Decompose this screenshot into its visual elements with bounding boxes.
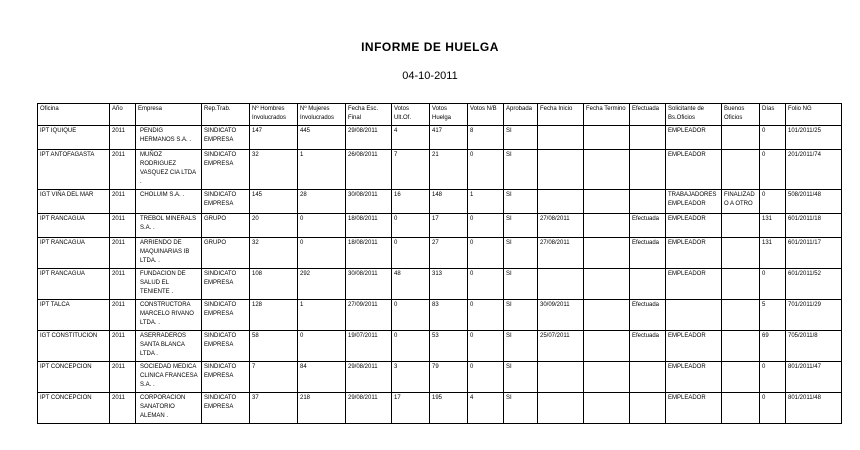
table-cell: 2011	[110, 300, 136, 331]
column-header: Empresa	[136, 104, 202, 126]
table-row	[38, 269, 842, 300]
table-cell	[630, 393, 666, 424]
table-cell: SI	[504, 126, 538, 150]
table-body	[38, 126, 842, 424]
table-cell: 27/08/2011	[538, 238, 584, 269]
table-cell: SI	[504, 300, 538, 331]
table-cell: EMPLEADOR	[666, 269, 722, 300]
table-cell: TRABAJADORES EMPLEADOR	[666, 190, 722, 214]
table-cell: 701/2011/29	[786, 300, 842, 331]
table-cell: 801/2011/48	[786, 393, 842, 424]
table-cell: 30/08/2011	[346, 190, 392, 214]
column-header: Nº Hombres Involucrados	[250, 104, 298, 126]
table-cell: 3	[392, 362, 430, 393]
table-cell: 0	[468, 214, 504, 238]
table-cell: 2011	[110, 362, 136, 393]
table-cell: Efectuada	[630, 331, 666, 362]
strike-report-table	[37, 103, 842, 424]
table-cell: 313	[430, 269, 468, 300]
table-cell: 445	[298, 126, 346, 150]
table-cell: 29/08/2011	[346, 393, 392, 424]
table-cell	[722, 150, 760, 190]
table-cell	[584, 393, 630, 424]
table-cell: 801/2011/47	[786, 362, 842, 393]
table-cell: 2011	[110, 331, 136, 362]
table-cell: 218	[298, 393, 346, 424]
column-header: Año	[110, 104, 136, 126]
table-cell	[722, 362, 760, 393]
column-header: Fecha Termino	[584, 104, 630, 126]
table-cell: SINDICATO EMPRESA	[202, 393, 250, 424]
table-cell: 0	[760, 393, 786, 424]
table-cell: 0	[392, 300, 430, 331]
table-cell: SI	[504, 214, 538, 238]
table-cell: Efectuada	[630, 214, 666, 238]
table-cell: IPT TALCA	[38, 300, 110, 331]
table-cell: SI	[504, 331, 538, 362]
table-cell: 201/2011/74	[786, 150, 842, 190]
column-header: Solicitante de Bs.Oficios	[666, 104, 722, 126]
table-cell: 5	[760, 300, 786, 331]
table-cell: 32	[250, 238, 298, 269]
table-cell: 0	[298, 214, 346, 238]
table-cell: 0	[468, 300, 504, 331]
table-row	[38, 393, 842, 424]
logo-red-block	[165, 2, 217, 21]
table-cell: 601/2011/18	[786, 214, 842, 238]
table-cell: 84	[298, 362, 346, 393]
table-row	[38, 214, 842, 238]
table-cell	[584, 331, 630, 362]
table-cell: 417	[430, 126, 468, 150]
table-cell: 69	[760, 331, 786, 362]
table-cell	[630, 269, 666, 300]
table-row	[38, 238, 842, 269]
table-cell: 0	[760, 150, 786, 190]
table-cell: 30/08/2011	[346, 269, 392, 300]
table-cell: EMPLEADOR	[666, 331, 722, 362]
table-cell: FINALIZADO A OTRO	[722, 190, 760, 214]
table-cell: 0	[760, 269, 786, 300]
table-cell	[584, 362, 630, 393]
table-cell: 0	[760, 190, 786, 214]
table-cell: 79	[430, 362, 468, 393]
table-cell: SINDICATO EMPRESA	[202, 331, 250, 362]
table-cell: 292	[298, 269, 346, 300]
strike-report-table-container	[37, 103, 845, 424]
table-cell: 2011	[110, 269, 136, 300]
table-cell: CONSTRUCTORA MARCELO RIVANO LTDA. .	[136, 300, 202, 331]
table-cell: IPT CONCEPCION	[38, 393, 110, 424]
table-cell: 20	[250, 214, 298, 238]
table-cell: 0	[392, 331, 430, 362]
table-cell	[538, 362, 584, 393]
table-cell	[538, 190, 584, 214]
table-cell: IPT CONCEPCION	[38, 362, 110, 393]
table-cell: 58	[250, 331, 298, 362]
table-cell	[584, 238, 630, 269]
table-cell: 29/08/2011	[346, 362, 392, 393]
column-header: Buenos Oficios	[722, 104, 760, 126]
table-cell: 53	[430, 331, 468, 362]
table-cell: 2011	[110, 150, 136, 190]
table-cell: Efectuada	[630, 238, 666, 269]
table-cell	[630, 190, 666, 214]
table-cell: 25/07/2011	[538, 331, 584, 362]
table-cell	[584, 300, 630, 331]
table-cell: IPT RANCAGUA	[38, 238, 110, 269]
table-cell: 7	[392, 150, 430, 190]
table-cell	[722, 393, 760, 424]
table-cell	[630, 126, 666, 150]
column-header: Fecha Inicio	[538, 104, 584, 126]
table-row	[38, 190, 842, 214]
table-cell: 2011	[110, 190, 136, 214]
table-cell: SI	[504, 190, 538, 214]
table-row	[38, 331, 842, 362]
table-cell: 1	[298, 300, 346, 331]
table-cell	[722, 269, 760, 300]
logo-text: Gobierno de Chile	[169, 8, 213, 15]
table-cell: 30/09/2011	[538, 300, 584, 331]
table-cell: IPT RANCAGUA	[38, 214, 110, 238]
table-cell: 7	[250, 362, 298, 393]
table-cell: 1	[468, 190, 504, 214]
column-header: Efectuada	[630, 104, 666, 126]
table-cell: EMPLEADOR	[666, 393, 722, 424]
table-cell: 0	[760, 362, 786, 393]
table-cell: 26/08/2011	[346, 150, 392, 190]
table-cell: 48	[392, 269, 430, 300]
table-cell: 0	[468, 238, 504, 269]
table-cell: SI	[504, 238, 538, 269]
table-cell: 0	[392, 238, 430, 269]
table-cell: CORPORACION SANATORIO ALEMAN .	[136, 393, 202, 424]
table-cell: 601/2011/52	[786, 269, 842, 300]
table-cell: TREBOL MINERALS S.A. .	[136, 214, 202, 238]
table-cell: IGT CONSTITUCION	[38, 331, 110, 362]
page-title: INFORME DE HUELGA	[361, 40, 499, 54]
column-header: Días	[760, 104, 786, 126]
table-cell: 195	[430, 393, 468, 424]
report-date: 04-10-2011	[402, 70, 458, 82]
column-header: Fecha Esc. Final	[346, 104, 392, 126]
table-cell: ARRIENDO DE MAQUINARIAS IB LTDA. .	[136, 238, 202, 269]
table-cell: 19/07/2011	[346, 331, 392, 362]
column-header: Folio NG	[786, 104, 842, 126]
table-cell: SI	[504, 393, 538, 424]
table-cell: EMPLEADOR	[666, 150, 722, 190]
table-cell: GRUPO	[202, 214, 250, 238]
table-cell: FUNDACION DE SALUD EL TENIENTE .	[136, 269, 202, 300]
gobierno-de-chile-logo	[115, 2, 217, 21]
table-cell: 37	[250, 393, 298, 424]
table-cell	[722, 331, 760, 362]
table-cell: 148	[430, 190, 468, 214]
table-cell: 17	[430, 214, 468, 238]
table-cell: IPT ANTOFAGASTA	[38, 150, 110, 190]
table-cell	[630, 362, 666, 393]
table-cell	[666, 300, 722, 331]
table-cell	[538, 269, 584, 300]
column-header: Oficina	[38, 104, 110, 126]
table-cell: 18/08/2011	[346, 214, 392, 238]
table-row	[38, 300, 842, 331]
table-cell	[538, 393, 584, 424]
table-cell: MUÑOZ RODRIGUEZ VASQUEZ CIA LTDA .	[136, 150, 202, 190]
table-cell: 108	[250, 269, 298, 300]
table-cell: Efectuada	[630, 300, 666, 331]
table-cell: 2011	[110, 393, 136, 424]
table-cell: 27/08/2011	[538, 214, 584, 238]
header-row	[38, 104, 842, 126]
table-cell: IPT RANCAGUA	[38, 269, 110, 300]
table-cell: SI	[504, 269, 538, 300]
table-cell: SINDICATO EMPRESA	[202, 150, 250, 190]
column-header: Rep.Trab.	[202, 104, 250, 126]
table-cell: GRUPO	[202, 238, 250, 269]
table-cell: 4	[392, 126, 430, 150]
table-cell	[722, 238, 760, 269]
table-cell: 1	[298, 150, 346, 190]
table-cell: 0	[298, 331, 346, 362]
table-cell	[630, 150, 666, 190]
table-cell: 508/2011/48	[786, 190, 842, 214]
table-cell	[584, 190, 630, 214]
table-cell: 0	[468, 331, 504, 362]
table-cell: 27/09/2011	[346, 300, 392, 331]
table-cell	[722, 214, 760, 238]
table-cell: 2011	[110, 214, 136, 238]
table-cell	[538, 150, 584, 190]
table-cell: 147	[250, 126, 298, 150]
table-cell: 2011	[110, 126, 136, 150]
table-cell: IGT VIÑA DEL MAR	[38, 190, 110, 214]
logo-blue-block	[115, 2, 165, 21]
table-cell: 705/2011/8	[786, 331, 842, 362]
table-cell: IPT IQUIQUE	[38, 126, 110, 150]
table-cell: 0	[392, 214, 430, 238]
table-cell: SINDICATO EMPRESA	[202, 126, 250, 150]
table-cell: ASERRADEROS SANTA BLANCA LTDA .	[136, 331, 202, 362]
table-cell: 8	[468, 126, 504, 150]
table-cell: SINDICATO EMPRESA	[202, 190, 250, 214]
table-cell: SI	[504, 362, 538, 393]
table-cell: 29/08/2011	[346, 126, 392, 150]
table-cell: 101/2011/25	[786, 126, 842, 150]
table-cell	[584, 126, 630, 150]
table-row	[38, 126, 842, 150]
table-cell: EMPLEADOR	[666, 362, 722, 393]
column-header: Aprobada	[504, 104, 538, 126]
table-cell: 131	[760, 238, 786, 269]
table-cell: 145	[250, 190, 298, 214]
table-cell: 32	[250, 150, 298, 190]
table-cell: EMPLEADOR	[666, 238, 722, 269]
table-cell: EMPLEADOR	[666, 214, 722, 238]
table-cell: 16	[392, 190, 430, 214]
table-cell: 18/08/2011	[346, 238, 392, 269]
table-cell: SINDICATO EMPRESA	[202, 269, 250, 300]
table-cell	[538, 126, 584, 150]
table-header	[38, 104, 842, 126]
table-cell: 131	[760, 214, 786, 238]
table-cell: 0	[760, 126, 786, 150]
table-cell: CHOLUIM S.A. .	[136, 190, 202, 214]
table-cell	[584, 150, 630, 190]
table-cell: EMPLEADOR	[666, 126, 722, 150]
table-cell: 21	[430, 150, 468, 190]
table-cell: 601/2011/17	[786, 238, 842, 269]
table-cell	[584, 214, 630, 238]
table-cell: PENDIG HERMANOS S.A. .	[136, 126, 202, 150]
table-cell: 0	[298, 238, 346, 269]
column-header: Nº Mujeres Involucrados	[298, 104, 346, 126]
table-cell: SINDICATO EMPRESA	[202, 300, 250, 331]
table-cell	[584, 269, 630, 300]
column-header: Votos Ult.Of.	[392, 104, 430, 126]
table-cell: 27	[430, 238, 468, 269]
table-cell: 4	[468, 393, 504, 424]
table-cell: 0	[468, 269, 504, 300]
table-row	[38, 362, 842, 393]
table-cell	[722, 300, 760, 331]
table-cell: SI	[504, 150, 538, 190]
column-header: Votos Huelga	[430, 104, 468, 126]
table-cell: 83	[430, 300, 468, 331]
column-header: Votos N/B	[468, 104, 504, 126]
table-cell: 0	[468, 362, 504, 393]
table-cell: 128	[250, 300, 298, 331]
table-cell	[722, 126, 760, 150]
table-row	[38, 150, 842, 190]
table-cell: 2011	[110, 238, 136, 269]
table-cell: 17	[392, 393, 430, 424]
table-cell: 28	[298, 190, 346, 214]
table-cell: SOCIEDAD MEDICA CLINICA FRANCESA S.A. .	[136, 362, 202, 393]
table-cell: SINDICATO EMPRESA	[202, 362, 250, 393]
table-cell: 0	[468, 150, 504, 190]
